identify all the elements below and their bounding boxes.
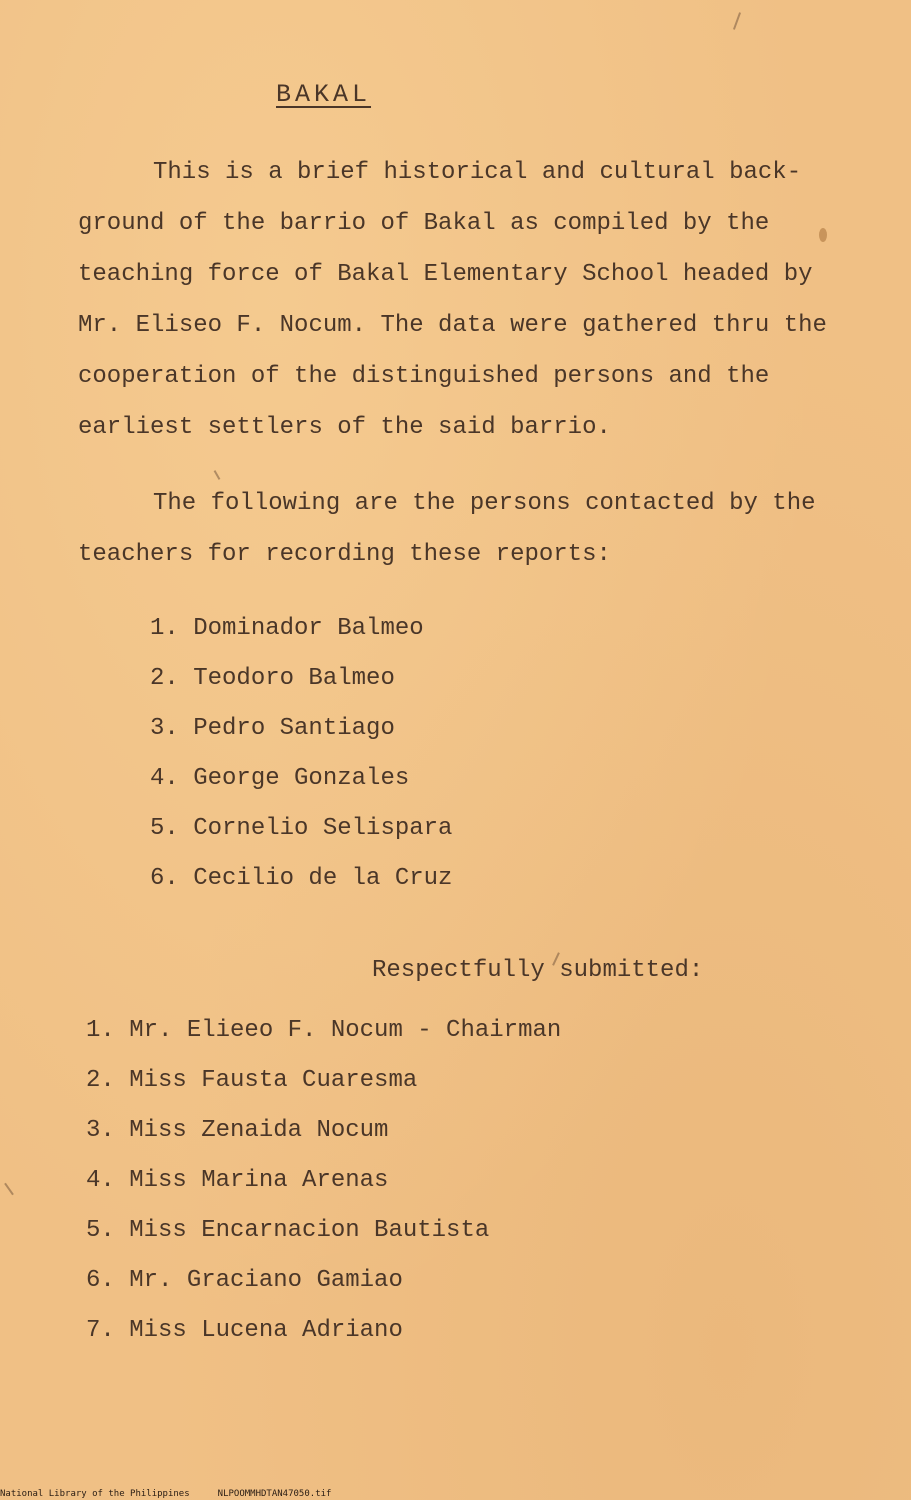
list-item: 7. Miss Lucena Adriano xyxy=(86,1317,403,1344)
contacts-paragraph xyxy=(78,478,898,580)
list-item: 2. Teodoro Balmeo xyxy=(150,665,395,692)
intro-line: teaching force of Bakal Elementary School headed by xyxy=(78,261,813,288)
list-item: 1. Mr. Elieeo F. Nocum - Chairman xyxy=(86,1017,562,1044)
intro-line: cooperation of the distinguished persons and the xyxy=(78,363,770,390)
paper-mark xyxy=(4,1183,14,1196)
list-item: 3. Miss Zenaida Nocum xyxy=(86,1117,389,1144)
signoff: Respectfully submitted: xyxy=(372,957,704,984)
document-title: BAKAL xyxy=(276,80,372,109)
list-item: 5. Miss Encarnacion Bautista xyxy=(86,1217,490,1244)
library-name: National Library of the Philippines xyxy=(0,1489,190,1499)
list-item: 1. Dominador Balmeo xyxy=(150,615,424,642)
intro-line: earliest settlers of the said barrio. xyxy=(78,414,611,441)
intro-line: This is a brief historical and cultural back- xyxy=(153,159,802,186)
list-item: 4. George Gonzales xyxy=(150,765,410,792)
paper-mark xyxy=(733,12,741,30)
intro-line: ground of the barrio of Bakal as compiled by the xyxy=(78,210,770,237)
contacts-line: teachers for recording these reports: xyxy=(78,541,611,568)
list-item: 4. Miss Marina Arenas xyxy=(86,1167,389,1194)
scan-footer xyxy=(0,1489,331,1499)
list-item: 3. Pedro Santiago xyxy=(150,715,395,742)
list-item: 5. Cornelio Selispara xyxy=(150,815,453,842)
submitted-by-list xyxy=(86,1006,561,1356)
list-item: 6. Mr. Graciano Gamiao xyxy=(86,1267,403,1294)
file-id: NLPOOMMHDTAN47050.tif xyxy=(217,1489,332,1499)
contacts-line: The following are the persons contacted by the xyxy=(153,490,816,517)
list-item: 2. Miss Fausta Cuaresma xyxy=(86,1067,418,1094)
persons-contacted-list xyxy=(150,604,452,904)
intro-paragraph xyxy=(78,147,898,453)
list-item: 6. Cecilio de la Cruz xyxy=(150,865,453,892)
intro-line: Mr. Eliseo F. Nocum. The data were gathered thru the xyxy=(78,312,827,339)
